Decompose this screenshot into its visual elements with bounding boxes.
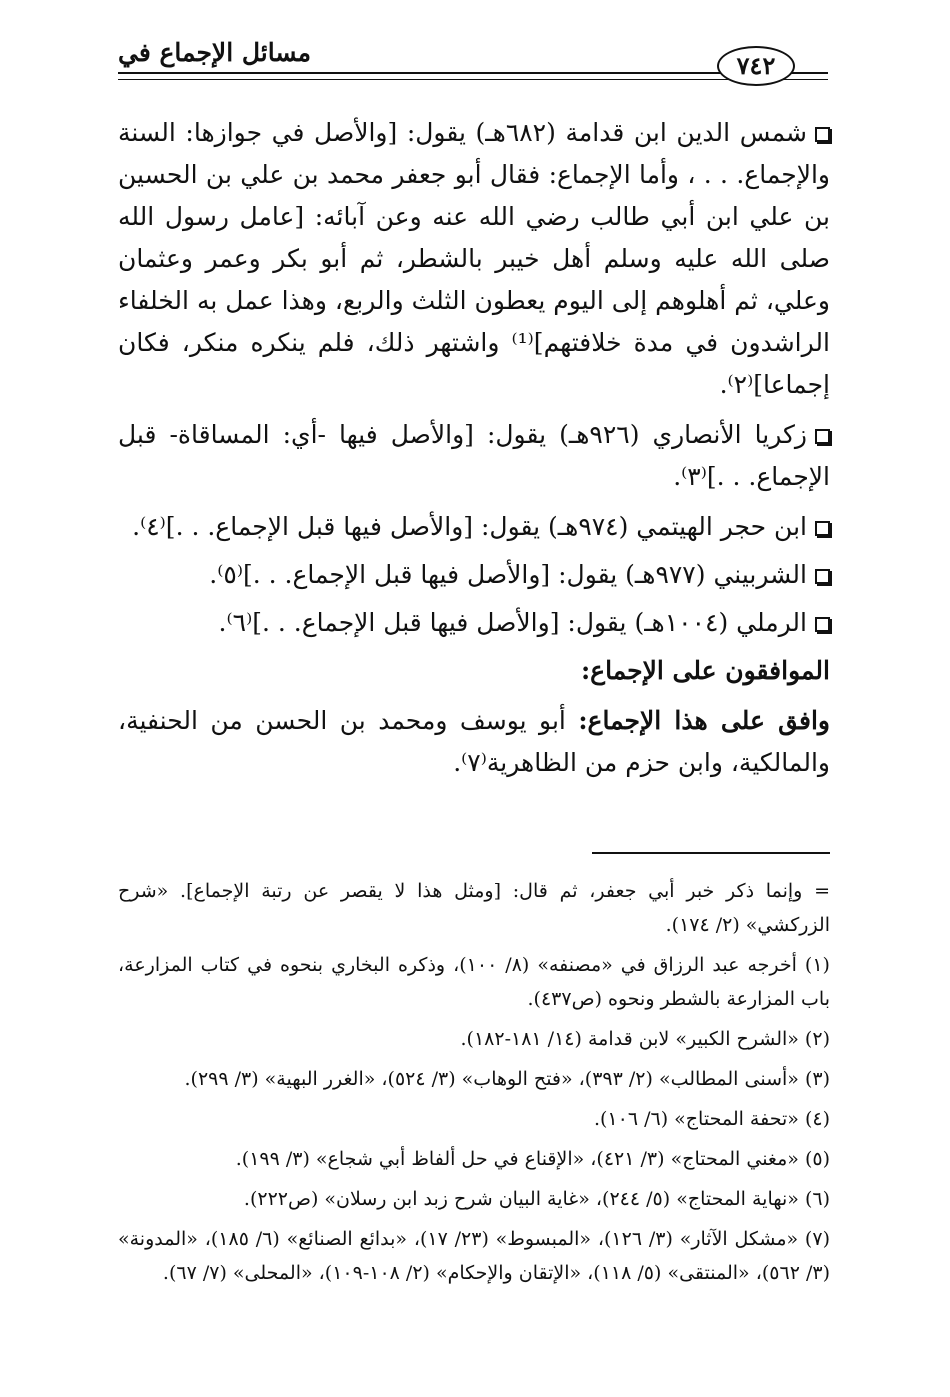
- paragraph-text: شمس الدين ابن قدامة (٦٨٢هـ) يقول: [والأصل في جوازها: السنة والإجماع. . . ، وأما الإجماع: فقال أبو جعفر محمد بن علي بن الحسين بن علي ابن أبي طالب رضي الله عنه وعن آبائه: [عامل رسول الله صلى الله عليه وسلم أهل خيبر بالشطر، ثم أبو بكر وعمر وعثمان وعلي، ثم أهلوهم إلى اليوم يعطون الثلث والربع، وهذا عمل به الخلفاء الراشدون في مدة خلافتهم]⁽¹⁾ واشتهر ذلك، فلم ينكره منكر، فكان إجماعا]⁽٢⁾.: [118, 118, 830, 399]
- agreement-text: أبو يوسف ومحمد بن الحسن من الحنفية، والمالكية، وابن حزم من الظاهرية⁽٧⁾.: [118, 706, 830, 777]
- header-rule-thin: [118, 79, 828, 80]
- main-text: [118, 112, 830, 792]
- quote-paragraph: [118, 506, 830, 548]
- footnote: (٤) «تحفة المحتاج» (٦/ ١٠٦).: [593, 1108, 830, 1130]
- square-bullet-icon: [815, 429, 830, 444]
- agreement-paragraph: [118, 700, 830, 784]
- footnote: (٣) «أسنى المطالب» (٢/ ٣٩٣)، «فتح الوهاب» (٣/ ٥٢٤)، «الغرر البهية» (٣/ ٢٩٩).: [184, 1068, 830, 1090]
- paragraph-text: زكريا الأنصاري (٩٢٦هـ) يقول: [والأصل فيها -أي: المساقاة- قبل الإجماع. . .]⁽٣⁾.: [118, 420, 830, 491]
- quote-paragraph: [118, 554, 830, 596]
- agreement-lead: وافق على هذا الإجماع:: [578, 706, 830, 735]
- square-bullet-icon: [815, 617, 830, 632]
- footnotes: [118, 874, 830, 1296]
- footnote-separator: [592, 852, 830, 854]
- running-header-title: مسائل الإجماع في: [118, 38, 312, 67]
- square-bullet-icon: [815, 127, 830, 142]
- square-bullet-icon: [815, 521, 830, 536]
- paragraph-text: ابن حجر الهيتمي (٩٧٤هـ) يقول: [والأصل فيها قبل الإجماع. . .]⁽٤⁾.: [132, 512, 807, 541]
- footnote-continuation: = وإنما ذكر خبر أبي جعفر، ثم قال: [ومثل هذا لا يقصر عن رتبة الإجماع]. «شرح الزركشي» (٢/ ١٧٤).: [118, 880, 830, 936]
- quote-paragraph: [118, 112, 830, 406]
- quote-paragraph: [118, 602, 830, 644]
- footnote: (٢) «الشرح الكبير» لابن قدامة (١٤/ ١٨١-١٨٢).: [460, 1028, 830, 1050]
- footnote: (٥) «مغني المحتاج» (٣/ ٤٢١)، «الإقناع في حل ألفاظ أبي شجاع» (٣/ ١٩٩).: [235, 1148, 830, 1170]
- section-heading: الموافقون على الإجماع:: [580, 656, 830, 685]
- square-bullet-icon: [815, 569, 830, 584]
- footnote: (١) أخرجه عبد الرزاق في «مصنفه» (٨/ ١٠٠)، وذكره البخاري بنحوه في كتاب المزارعة، باب المزارعة بالشطر ونحوه (ص٤٣٧).: [118, 954, 830, 1010]
- paragraph-text: الرملي (١٠٠٤هـ) يقول: [والأصل فيها قبل الإجماع. . .]⁽٦⁾.: [218, 608, 807, 637]
- page-number: ٧٤٢: [717, 46, 795, 86]
- quote-paragraph: [118, 414, 830, 498]
- paragraph-text: الشربيني (٩٧٧هـ) يقول: [والأصل فيها قبل الإجماع. . .]⁽٥⁾.: [209, 560, 807, 589]
- footnote: (٧) «مشكل الآثار» (٣/ ١٢٦)، «المبسوط» (٢٣/ ١٧)، «بدائع الصنائع» (٦/ ١٨٥)، «المدونة» (٣/ ٥٦٢)، «المنتقى» (٥/ ١١٨)، «الإتقان والإحكام» (٢/ ١٠٨-١٠٩)، «المحلى» (٧/ ٦٧).: [118, 1228, 830, 1284]
- footnote: (٦) «نهاية المحتاج» (٥/ ٢٤٤)، «غاية البيان شرح زبد ابن رسلان» (ص٢٢٢).: [243, 1188, 830, 1210]
